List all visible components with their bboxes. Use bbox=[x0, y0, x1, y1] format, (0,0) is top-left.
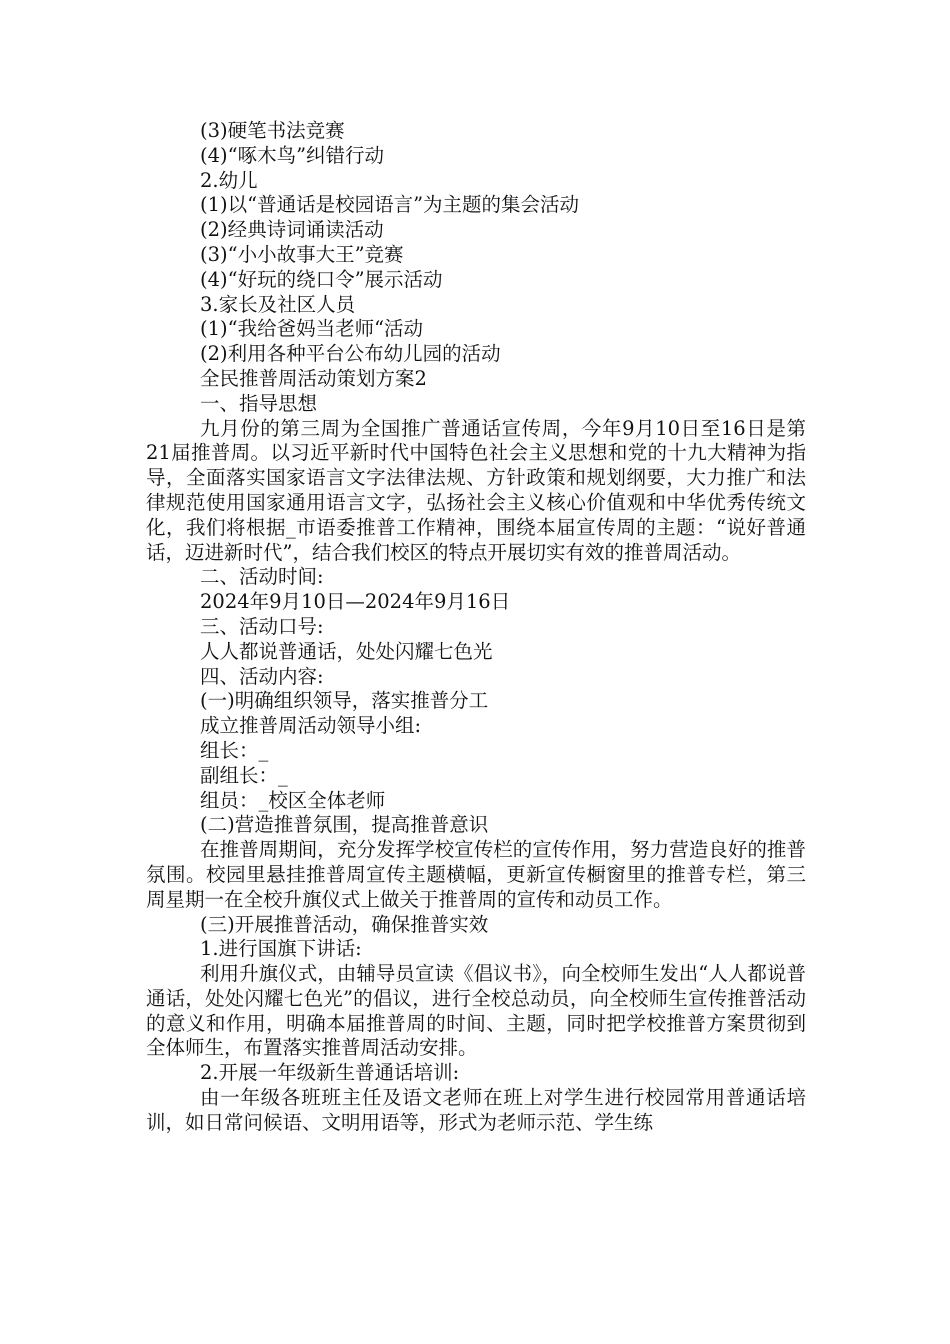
text-line: 1.进行国旗下讲话: bbox=[200, 937, 362, 961]
section-heading: 三、活动口号: bbox=[200, 614, 324, 638]
text-line: (3)硬笔书法竞赛 bbox=[200, 119, 345, 142]
text-line: 人人都说普通话，处处闪耀七色光 bbox=[200, 639, 493, 663]
text-line: 3.家长及社区人员 bbox=[200, 292, 356, 316]
text-line: (2)经典诗词诵读活动 bbox=[200, 218, 384, 242]
text-line: 成立推普周活动领导小组: bbox=[200, 714, 422, 738]
text-line: (2)利用各种平台公布幼儿园的活动 bbox=[200, 342, 501, 366]
paragraph: 利用升旗仪式，由辅导员宣读《倡议书》，向全校师生发出“人人都说普通话，处处闪耀七色光”的倡议，进行全校总动员，向全校师生宣传推普活动的意义和作用，明确本届推普周的时间、主题，同时把学校推普方案贯彻到全体师生，布置落实推普周活动安排。 bbox=[146, 962, 806, 1060]
text-line: (1)“我给爸妈当老师“活动 bbox=[200, 317, 424, 341]
text-line: (3)“小小故事大王”竞赛 bbox=[200, 242, 404, 266]
text-line: 组长：_ bbox=[200, 738, 269, 762]
paragraph: 由一年级各班班主任及语文老师在班上对学生进行校园常用普通话培训，如日常问候语、文明用语等，形式为老师示范、学生练 bbox=[146, 1086, 806, 1134]
text-line: 2.开展一年级新生普通话培训: bbox=[200, 1061, 460, 1085]
subsection-heading: (一)明确组织领导，落实推普分工 bbox=[200, 689, 489, 713]
text-line: 组员：_校区全体老师 bbox=[200, 788, 386, 812]
text-line: 副组长：_ bbox=[200, 763, 288, 787]
text-line: 2.幼儿 bbox=[200, 168, 258, 192]
text-line: (4)“好玩的绕口令”展示活动 bbox=[200, 267, 443, 291]
paragraph: 九月份的第三周为全国推广普通话宣传周，今年9月10日至16日是第21届推普周。以习近平新时代中国特色社会主义思想和党的十九大精神为指导，全面落实国家语言文字法律法规、方针政策和规划纲要，大力推广和法律规范使用国家通用语言文字，弘扬社会主义核心价值观和中华优秀传统文化，我们将根据_市语委推普工作精神，围绕本届宣传周的主题：“说好普通话，迈进新时代”，结合我们校区的特点开展切实有效的推普周活动。 bbox=[146, 416, 806, 564]
document-page bbox=[146, 119, 806, 1136]
text-line: 2024年9月10日—2024年9月16日 bbox=[200, 590, 511, 614]
paragraph: 在推普周期间，充分发挥学校宣传栏的宣传作用，努力营造良好的推普氛围。校园里悬挂推普周宣传主题横幅，更新宣传橱窗里的推普专栏，第三周星期一在全校升旗仪式上做关于推普周的宣传和动员工作。 bbox=[146, 838, 806, 911]
document-title: 全民推普周活动策划方案2 bbox=[200, 366, 427, 390]
section-heading: 一、指导思想 bbox=[200, 391, 318, 415]
section-heading: 四、活动内容: bbox=[200, 664, 324, 688]
text-line: (4)“啄木鸟”纠错行动 bbox=[200, 143, 385, 167]
text-line: (1)以“普通话是校园语言”为主题的集会活动 bbox=[200, 193, 580, 217]
subsection-heading: (三)开展推普活动，确保推普实效 bbox=[200, 912, 489, 936]
subsection-heading: (二)营造推普氛围，提高推普意识 bbox=[200, 813, 489, 837]
section-heading: 二、活动时间: bbox=[200, 565, 324, 589]
